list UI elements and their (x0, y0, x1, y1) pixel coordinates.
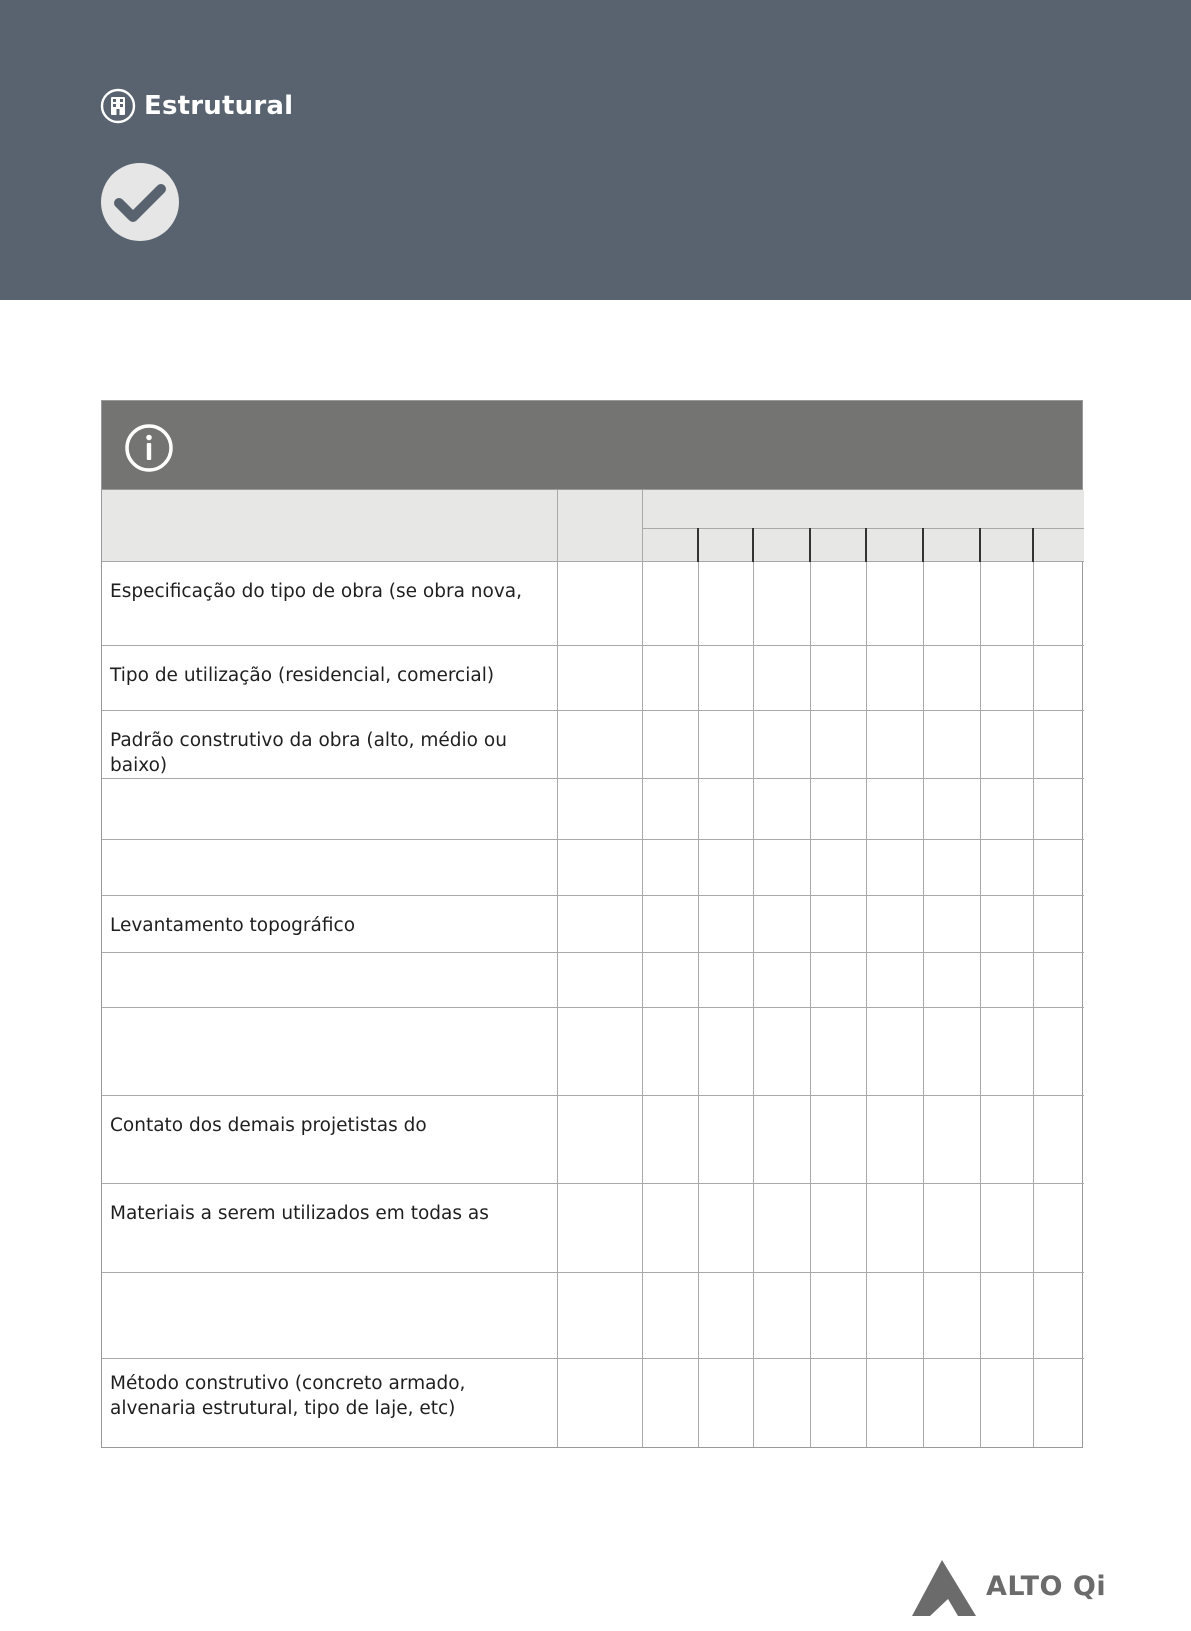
phase-check-cell[interactable] (866, 1095, 923, 1183)
header-band (0, 0, 1191, 300)
phase-check-cell[interactable] (753, 895, 810, 952)
status-cell[interactable] (557, 1272, 642, 1358)
phase-check-cell[interactable] (810, 645, 866, 710)
status-cell[interactable] (557, 645, 642, 710)
phase-check-cell[interactable] (753, 952, 810, 1007)
checklist-item-label (102, 839, 557, 895)
header-phase-cell (923, 528, 980, 561)
phase-check-cell[interactable] (698, 1272, 753, 1358)
phase-check-cell[interactable] (642, 952, 698, 1007)
phase-check-cell[interactable] (698, 645, 753, 710)
check-circle-icon (100, 162, 180, 242)
phase-check-cell[interactable] (866, 1272, 923, 1358)
phase-check-cell[interactable] (753, 1358, 810, 1447)
phase-check-cell[interactable] (923, 1095, 980, 1183)
phase-check-cell[interactable] (1033, 1183, 1084, 1272)
phase-check-cell[interactable] (810, 710, 866, 778)
phase-check-cell[interactable] (810, 1095, 866, 1183)
altoqi-logo (912, 1560, 1107, 1616)
phase-check-cell[interactable] (642, 1358, 698, 1447)
status-cell[interactable] (557, 561, 642, 645)
phase-check-cell[interactable] (1033, 1095, 1084, 1183)
phase-check-cell[interactable] (698, 710, 753, 778)
phase-check-cell[interactable] (866, 710, 923, 778)
phase-check-cell[interactable] (753, 1183, 810, 1272)
phase-check-cell[interactable] (1033, 952, 1084, 1007)
phase-check-cell[interactable] (753, 561, 810, 645)
header-phase-cell (1033, 528, 1084, 561)
checklist-item-label (102, 1007, 557, 1095)
table-row (102, 778, 1084, 839)
table-row (102, 1183, 1084, 1272)
table-row (102, 1095, 1084, 1183)
phase-check-cell[interactable] (753, 778, 810, 839)
phase-check-cell[interactable] (1033, 645, 1084, 710)
phase-check-cell[interactable] (923, 1272, 980, 1358)
phase-check-cell[interactable] (810, 895, 866, 952)
checklist-item-label: Padrão construtivo da obra (alto, médio ou baixo) (102, 710, 557, 778)
phase-check-cell[interactable] (753, 645, 810, 710)
phase-check-cell[interactable] (810, 1007, 866, 1095)
phase-check-cell[interactable] (866, 1358, 923, 1447)
header-status-column (557, 490, 642, 561)
table-row (102, 1007, 1084, 1095)
checklist-item-label: Levantamento topográfico (102, 895, 557, 952)
checklist-item-label: Especificação do tipo de obra (se obra nova, (102, 561, 557, 645)
phase-check-cell[interactable] (642, 1007, 698, 1095)
phase-check-cell[interactable] (810, 1358, 866, 1447)
checklist-item-label: Método construtivo (concreto armado, alvenaria estrutural, tipo de laje, etc) (102, 1358, 557, 1447)
table-row (102, 1272, 1084, 1358)
phase-check-cell[interactable] (866, 1007, 923, 1095)
table-row (102, 645, 1084, 710)
phase-check-cell[interactable] (866, 839, 923, 895)
checklist-item-label (102, 1272, 557, 1358)
phase-check-cell[interactable] (980, 645, 1033, 710)
status-cell[interactable] (557, 1095, 642, 1183)
checklist-item-label: Contato dos demais projetistas do (102, 1095, 557, 1183)
phase-check-cell[interactable] (980, 1007, 1033, 1095)
phase-check-cell[interactable] (923, 710, 980, 778)
phase-check-cell[interactable] (810, 839, 866, 895)
phase-check-cell[interactable] (980, 1272, 1033, 1358)
phase-check-cell[interactable] (923, 1358, 980, 1447)
status-cell[interactable] (557, 1007, 642, 1095)
info-icon (124, 423, 174, 473)
phase-check-cell[interactable] (923, 1007, 980, 1095)
header-phase-cell (642, 528, 698, 561)
status-cell[interactable] (557, 952, 642, 1007)
header-phase-cell (810, 528, 866, 561)
phase-check-cell[interactable] (642, 895, 698, 952)
phase-check-cell[interactable] (698, 1095, 753, 1183)
phase-check-cell[interactable] (753, 1007, 810, 1095)
phase-check-cell[interactable] (980, 952, 1033, 1007)
phase-check-cell[interactable] (980, 895, 1033, 952)
phase-check-cell[interactable] (1033, 839, 1084, 895)
checklist-item-label: Tipo de utilização (residencial, comercial) (102, 645, 557, 710)
phase-check-cell[interactable] (1033, 1272, 1084, 1358)
status-cell[interactable] (557, 839, 642, 895)
phase-check-cell[interactable] (810, 561, 866, 645)
phase-check-cell[interactable] (642, 561, 698, 645)
status-cell[interactable] (557, 1358, 642, 1447)
phase-check-cell[interactable] (1033, 1358, 1084, 1447)
phase-check-cell[interactable] (698, 1358, 753, 1447)
phase-check-cell[interactable] (1033, 895, 1084, 952)
header-phase-cell (866, 528, 923, 561)
phase-check-cell[interactable] (753, 1095, 810, 1183)
phase-check-cell[interactable] (980, 561, 1033, 645)
phase-check-cell[interactable] (980, 839, 1033, 895)
phase-check-cell[interactable] (753, 1272, 810, 1358)
phase-check-cell[interactable] (923, 1183, 980, 1272)
phase-check-cell[interactable] (1033, 710, 1084, 778)
section-heading (100, 88, 293, 124)
phase-check-cell[interactable] (923, 645, 980, 710)
checklist-grid (102, 490, 1084, 1447)
phase-check-cell[interactable] (698, 1183, 753, 1272)
altoqi-logo-icon (912, 1560, 978, 1616)
phase-check-cell[interactable] (642, 1095, 698, 1183)
phase-check-cell[interactable] (866, 895, 923, 952)
phase-check-cell[interactable] (923, 561, 980, 645)
phase-check-cell[interactable] (642, 710, 698, 778)
phase-check-cell[interactable] (698, 1007, 753, 1095)
checklist-item-label: Materiais a serem utilizados em todas as (102, 1183, 557, 1272)
phase-check-cell[interactable] (1033, 1007, 1084, 1095)
table-row (102, 561, 1084, 645)
checklist-item-label (102, 778, 557, 839)
phase-check-cell[interactable] (980, 1183, 1033, 1272)
phase-check-cell[interactable] (642, 778, 698, 839)
logo-text: ALTO Qi (986, 1571, 1107, 1602)
table-row (102, 1358, 1084, 1447)
phase-check-cell[interactable] (980, 710, 1033, 778)
phase-check-cell[interactable] (753, 710, 810, 778)
phase-check-cell[interactable] (810, 778, 866, 839)
phase-check-cell[interactable] (642, 1272, 698, 1358)
phase-check-cell[interactable] (866, 645, 923, 710)
table-row (102, 952, 1084, 1007)
checklist-item-label (102, 952, 557, 1007)
phase-check-cell[interactable] (698, 952, 753, 1007)
building-icon (100, 88, 136, 124)
table-row (102, 710, 1084, 778)
header-row-group (102, 490, 1084, 528)
phase-check-cell[interactable] (810, 1272, 866, 1358)
status-cell[interactable] (557, 1183, 642, 1272)
phase-check-cell[interactable] (923, 778, 980, 839)
phase-check-cell[interactable] (923, 952, 980, 1007)
phase-check-cell[interactable] (753, 839, 810, 895)
phase-check-cell[interactable] (698, 561, 753, 645)
phase-check-cell[interactable] (980, 1095, 1033, 1183)
phase-check-cell[interactable] (980, 778, 1033, 839)
status-cell[interactable] (557, 710, 642, 778)
phase-check-cell[interactable] (866, 778, 923, 839)
table-banner (102, 401, 1082, 490)
header-item-column (102, 490, 557, 561)
header-phase-cell (753, 528, 810, 561)
phase-check-cell[interactable] (1033, 778, 1084, 839)
section-title: Estrutural (144, 91, 294, 121)
phase-check-cell[interactable] (810, 952, 866, 1007)
header-phase-cell (980, 528, 1033, 561)
phase-check-cell[interactable] (810, 1183, 866, 1272)
status-cell[interactable] (557, 895, 642, 952)
table-row (102, 839, 1084, 895)
header-phase-cell (698, 528, 753, 561)
header-phase-group (642, 490, 1084, 528)
status-cell[interactable] (557, 778, 642, 839)
phase-check-cell[interactable] (866, 952, 923, 1007)
phase-check-cell[interactable] (1033, 561, 1084, 645)
phase-check-cell[interactable] (866, 1183, 923, 1272)
phase-check-cell[interactable] (923, 839, 980, 895)
checklist-table (101, 400, 1083, 1448)
phase-check-cell[interactable] (923, 895, 980, 952)
phase-check-cell[interactable] (698, 778, 753, 839)
phase-check-cell[interactable] (980, 1358, 1033, 1447)
phase-check-cell[interactable] (698, 839, 753, 895)
phase-check-cell[interactable] (642, 839, 698, 895)
table-row (102, 895, 1084, 952)
phase-check-cell[interactable] (698, 895, 753, 952)
phase-check-cell[interactable] (642, 1183, 698, 1272)
phase-check-cell[interactable] (866, 561, 923, 645)
phase-check-cell[interactable] (642, 645, 698, 710)
